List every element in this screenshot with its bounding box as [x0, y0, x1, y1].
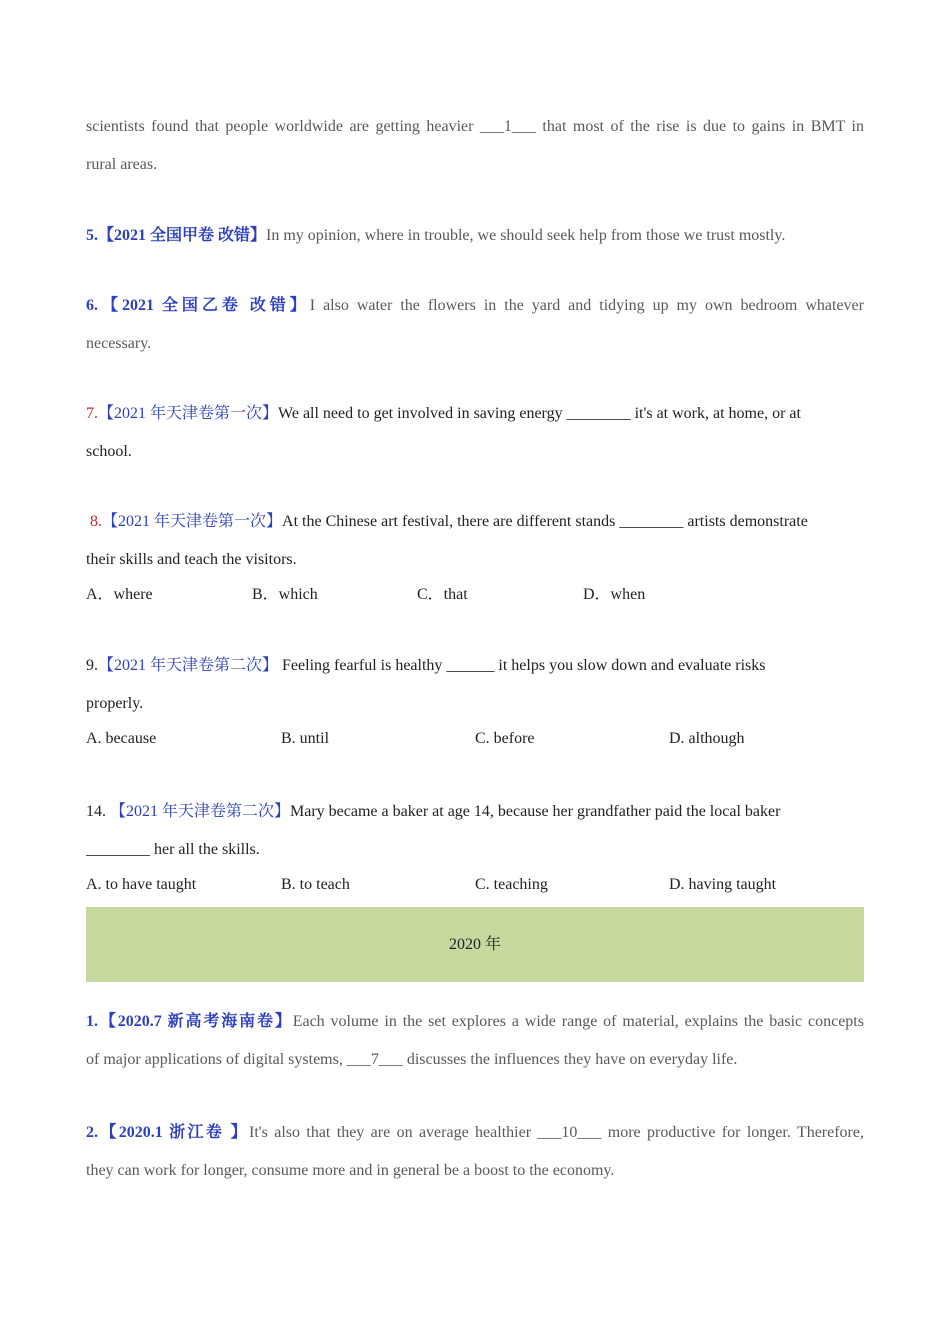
question-7-source: 【2021 年天津卷第一次】: [98, 405, 279, 422]
question-14-option-a[interactable]: A. to have taught: [86, 876, 197, 893]
question-14-line-2: ________ her all the skills.: [86, 841, 260, 858]
intro-line-2: rural areas.: [86, 156, 158, 173]
question-2020-1-text: Each volume in the set explores a wide range of material, explains the basic concepts: [292, 1013, 864, 1030]
question-14-option-b[interactable]: B. to teach: [281, 876, 350, 893]
question-6: [86, 296, 864, 316]
question-9-option-c[interactable]: C. before: [475, 730, 535, 747]
question-14-option-d[interactable]: D. having taught: [669, 876, 777, 893]
question-8-option-b[interactable]: B．which: [252, 586, 318, 603]
question-8-option-d[interactable]: D．when: [583, 586, 646, 603]
question-2020-2: [86, 1123, 864, 1143]
question-7: [86, 404, 864, 424]
question-2020-1-source: 1.【2020.7 新高考海南卷】: [86, 1013, 293, 1030]
question-7-line-2: school.: [86, 443, 132, 460]
question-2020-2-text: It's also that they are on average healthier ___10___ more productive for longer. Therefore,: [248, 1124, 864, 1141]
question-5-source: 5.【2021 全国甲卷 改错】: [86, 227, 267, 244]
question-8-option-c[interactable]: C．that: [417, 586, 468, 603]
question-7-number: 7.: [86, 405, 98, 422]
question-6-line-2: necessary.: [86, 335, 152, 352]
question-8-source: 【2021 年天津卷第一次】: [102, 513, 283, 530]
question-6-text: I also water the flowers in the yard and tidying up my own bedroom whatever: [309, 297, 864, 314]
question-14-text: Mary became a baker at age 14, because her grandfather paid the local baker: [290, 803, 781, 820]
question-9-source: 【2021 年天津卷第二次】: [98, 657, 279, 674]
question-9-line-2: properly.: [86, 695, 144, 712]
question-14-source: 【2021 年天津卷第二次】: [110, 803, 291, 820]
question-7-text: We all need to get involved in saving energy ________ it's at work, at home, or at: [278, 405, 801, 422]
question-2020-1-line-2: of major applications of digital systems, ___7___ discusses the influences they have on everyday life.: [86, 1051, 738, 1068]
question-9-option-d[interactable]: D. although: [669, 730, 745, 747]
question-14-option-c[interactable]: C. teaching: [475, 876, 548, 893]
question-14: [86, 802, 864, 822]
question-5: [86, 226, 864, 246]
question-9-number: 9.: [86, 657, 98, 674]
question-2020-2-line-2: they can work for longer, consume more and in general be a boost to the economy.: [86, 1162, 615, 1179]
question-8-line-2: their skills and teach the visitors.: [86, 551, 297, 568]
question-9-option-a[interactable]: A. because: [86, 730, 157, 747]
question-8-option-a[interactable]: A．where: [86, 586, 153, 603]
question-5-text: In my opinion, where in trouble, we should seek help from those we trust mostly.: [266, 227, 786, 244]
question-8: [86, 512, 864, 532]
question-9-option-b[interactable]: B. until: [281, 730, 330, 747]
intro-line-1: scientists found that people worldwide are getting heavier ___1___ that most of the rise is due to gains in BMT in: [86, 118, 864, 135]
question-9: [86, 656, 864, 676]
question-6-source: 6.【2021 全国乙卷 改错】: [86, 297, 310, 314]
question-8-text: At the Chinese art festival, there are different stands ________ artists demonstrate: [282, 513, 808, 530]
question-2020-2-source: 2.【2020.1 浙江卷 】: [86, 1124, 249, 1141]
section-header-label: 2020 年: [448, 936, 501, 953]
question-9-text: Feeling fearful is healthy ______ it helps you slow down and evaluate risks: [278, 657, 766, 674]
question-8-number: 8.: [90, 513, 102, 530]
section-header-2020: [86, 907, 864, 982]
question-14-number: 14.: [86, 803, 106, 820]
question-2020-1: [86, 1012, 864, 1032]
